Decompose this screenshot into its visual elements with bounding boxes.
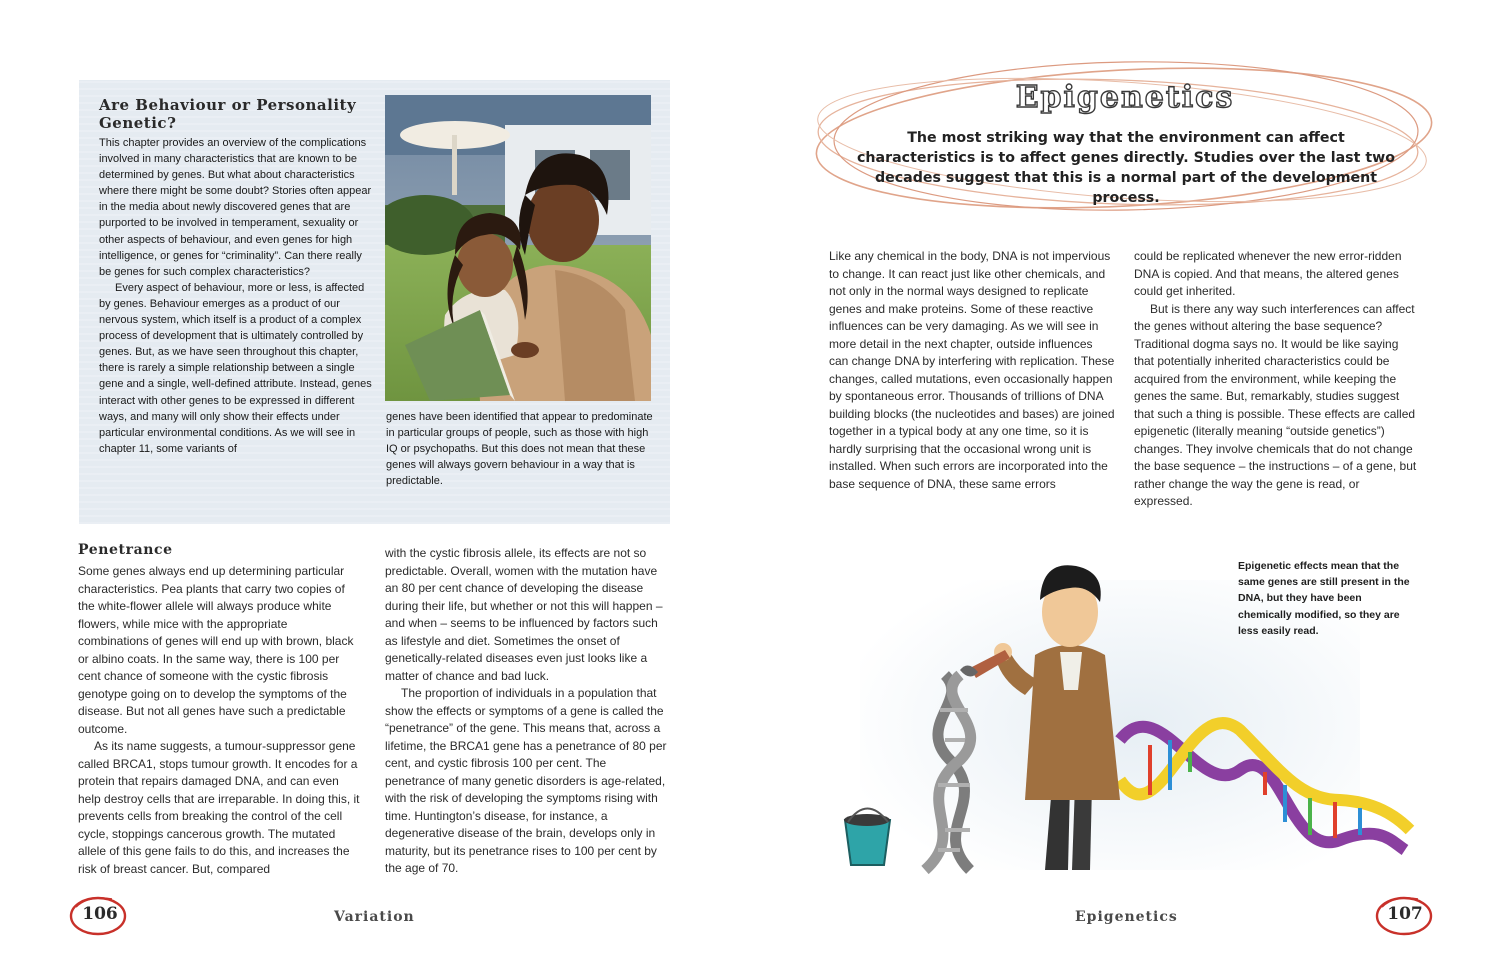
paragraph: Like any chemical in the body, DNA is not impervious to change. It can react just like other chemicals, and not only in the normal ways designed to replicate genes and make proteins. Some of these reactive influences can be very damaging. As we will see in more detail in the next chapter, outside influences can change DNA by interfering with replication. These changes, called mutations, even occasionally happen by spontaneous error. Thousands of trillions of DNA building blocks (the nucleotides and bases) are joined together in a typical body at any one time, so it is hardly surprising that the occasional wrong unit is installed. When such errors are incorporated into the base sequence of DNA, these same errors [829, 249, 1115, 491]
footer-title-right: Epigenetics [1075, 909, 1178, 925]
right-column-2 [1134, 248, 1420, 511]
paragraph: with the cystic fibrosis allele, its effects are not so predictable. Overall, women with the mutation have an 80 per cent chance of developing the disease during their life, but whether or not this will happen – and when – seems to be influenced by factors such as lifestyle and diet. Sometimes the onset of genetically-related diseases even just looks like a matter of chance and bad luck. [385, 546, 663, 683]
left-column-1 [78, 563, 360, 878]
intro-text: The most striking way that the environment can affect characteristics is to affect genes directly. Studies over the last two decades suggest that this is a normal part of the development process. [857, 130, 1395, 206]
paragraph: But is there any way such interferences can affect the genes without altering the base sequence? Traditional dogma says no. It would be like saying that potentially inherited characteristics could be acquired from the environment, while keeping the genes the same. But, remarkably, studies suggest that such a thing is possible. These effects are called epigenetic (literally meaning “outside genetics”) changes. They involve chemicals that do not change the base sequence – the instructions – of a gene, but rather change the way the gene is read, or expressed. [1134, 301, 1417, 508]
page-number-left: 106 [82, 904, 118, 924]
illustration-caption: Epigenetic effects mean that the same genes are still present in the DNA, but they have been chemically modified, so they are less easily read. [1238, 560, 1410, 637]
page-title: Epigenetics [1015, 80, 1235, 115]
paragraph: The proportion of individuals in a population that show the effects or symptoms of a gene is called the “penetrance” of the gene. This means that, across a lifetime, the BRCA1 gene has a penetrance of 80 per cent, and cystic fibrosis 100 per cent. The penetrance of many genetic disorders is age-related, with the risk of developing the symptoms rising with time. Huntington’s disease, for instance, a degenerative disease of the brain, develops only in maturity, but its penetrance rises to 100 per cent by the age of 70. [385, 686, 667, 875]
section-heading-penetrance: Penetrance [78, 542, 173, 558]
mother-daughter-photo [385, 95, 651, 401]
footer-title-left: Variation [334, 909, 415, 925]
boxout-paragraph: Every aspect of behaviour, more or less, is affected by genes. Behaviour emerges as a product of our nervous system, which itself is a product of a complex process of development that is ultimately controlled by genes. But, as we have seen throughout this chapter, there is rarely a simple relationship between a single gene and a single, well-defined attribute. Instead, genes interact with other genes to be expressed in different ways, and many will only show their effects under particular environmental conditions. As we will see in chapter 11, some variants of [99, 281, 372, 455]
right-column-1 [829, 248, 1115, 493]
boxout-text [99, 135, 373, 457]
page-number-right: 107 [1387, 904, 1423, 924]
paragraph: could be replicated whenever the new error-ridden DNA is copied. And that means, the altered genes could get inherited. [1134, 249, 1402, 298]
paragraph: As its name suggests, a tumour-suppressor gene called BRCA1, stops tumour growth. It encodes for a protein that repairs damaged DNA, and can even help destroy cells that are irreparable. In doing this, it prevents cells from breaking the control of the cell cycle, stoppings cancerous growth. The mutated allele of this gene fails to do this, and increases the risk of breast cancer. But, compared [78, 739, 360, 876]
boxout-continuation: genes have been identified that appear to predominate in particular groups of people, such as those with high IQ or psychopaths. But this does not mean that these genes will always govern behaviour in a way that is predictable. [386, 411, 653, 488]
boxout-paragraph: This chapter provides an overview of the complications involved in many characteristics that are known to be determined by genes. But what about characteristics where there might be some doubt? Stories often appear in the media about newly discovered genes that are purported to be involved in temperament, sexuality or other aspects of behaviour, and even genes for high intelligence, or genes for “criminality”. Can there really be genes for such complex characteristics? [99, 137, 372, 278]
paragraph: Some genes always end up determining particular characteristics. Pea plants that carry two copies of the white-flower allele will always produce white flowers, while mice with the appropriate combinations of genes will end up with brown, black or albino coats. In the same way, there is 100 per cent chance of someone with the cystic fibrosis genotype going on to develop the symptoms of the disease. But not all genes have such a predictable outcome. [78, 564, 354, 736]
left-column-2 [385, 545, 669, 878]
boxout-title: Are Behaviour or Personality Genetic? [99, 96, 357, 132]
